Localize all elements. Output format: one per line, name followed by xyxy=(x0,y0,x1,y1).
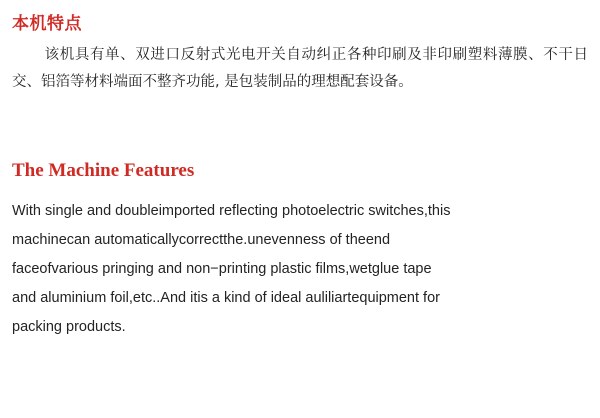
paragraph-chinese xyxy=(12,42,588,96)
paragraph-english-line: With single and doubleimported reflecting photoelectric switches,this xyxy=(12,203,451,219)
heading-chinese: 本机特点 xyxy=(12,14,82,34)
paragraph-english-line: packing products. xyxy=(12,319,126,335)
paragraph-english-line: and aluminium foil,etc..And itis a kind of ideal auliliartequipment for xyxy=(12,290,440,306)
paragraph-english xyxy=(12,197,588,342)
paragraph-english-line: faceofvarious pringing and non−printing plastic films,wetglue tape xyxy=(12,261,432,277)
paragraph-english-line: machinecan automaticallycorrectthe.unevenness of theend xyxy=(12,232,391,248)
heading-english: The Machine Features xyxy=(12,160,195,181)
paragraph-chinese-text: 该机具有单、双进口反射式光电开关自动纠正各种印刷及非印刷塑料薄膜、不干日交、铝箔等材料端面不整齐功能, 是包装制品的理想配套设备。 xyxy=(12,47,588,90)
